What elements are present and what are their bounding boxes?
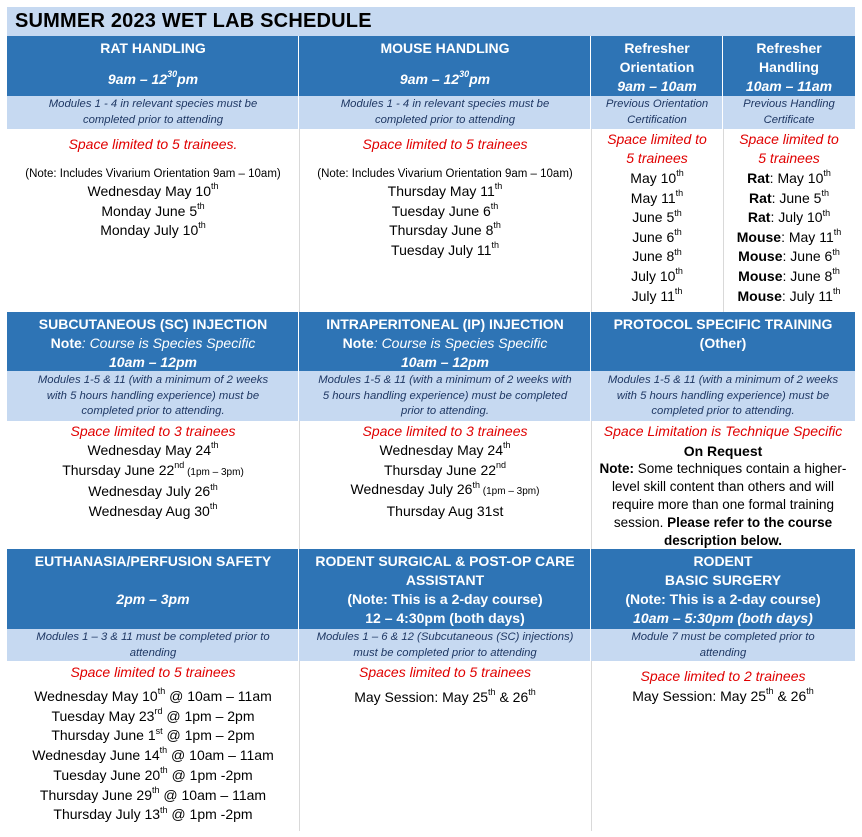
mouse-handling-time: $9am - 12^{30}pm$ <box>399 69 491 87</box>
date-item: Thursday June 1st @ 1pm – 2pm <box>51 725 255 744</box>
basic-surgery-session: May Session: May 25th & 26th <box>632 686 814 704</box>
divider <box>590 312 591 421</box>
protocol-training-note: Note: Some techniques contain a higher-level skill content than others and will require more than one formal training session. Please refer to the course description below. <box>599 461 847 548</box>
protocol-training-title-1: PROTOCOL SPECIFIC TRAINING <box>613 316 833 332</box>
euthanasia-body <box>7 661 299 831</box>
rat-handling-note: (Note: Includes Vivarium Orientation 9am – 10am) <box>25 168 281 180</box>
euthanasia-space: Space limited to 5 trainees <box>70 664 236 680</box>
date-item: June 8th <box>632 246 682 265</box>
basic-surgery-requirement: Module 7 must be completed prior to attending <box>591 629 855 661</box>
refresher-handling-body <box>723 129 855 312</box>
refresher-orientation-title-2: Orientation <box>619 59 695 75</box>
mouse-handling-space: Space limited to 5 trainees <box>362 136 528 152</box>
divider <box>299 129 300 312</box>
surgical-assistant-time: 12 – 4:30pm (both days) <box>365 610 525 626</box>
euthanasia-header <box>7 549 299 629</box>
title-bar <box>7 7 855 36</box>
date-item: Wednesday May 24th <box>87 440 219 458</box>
rat-handling-title: RAT HANDLING <box>100 40 206 56</box>
refresher-orientation-time: 9am – 10am <box>617 78 697 94</box>
date-item: June 5th <box>632 207 682 226</box>
refresher-orientation-dates <box>591 169 723 306</box>
date-item: July 10th <box>631 266 683 284</box>
sc-injection-time: 10am – 12pm <box>109 354 197 370</box>
date-item: Monday July 10th <box>100 220 206 238</box>
refresher-handling-space-1: Space limited to <box>739 131 839 147</box>
date-item: Rat: May 10th <box>747 168 831 186</box>
refresher-handling-time: 10am – 11am <box>745 78 833 94</box>
divider <box>299 661 300 831</box>
sc-injection-title: SUBCUTANEOUS (SC) INJECTION <box>38 316 268 332</box>
mouse-handling-dates <box>299 182 591 260</box>
surgical-assistant-title-1: RODENT SURGICAL & POST-OP CARE <box>315 553 575 569</box>
surgical-assistant-body <box>299 661 591 831</box>
date-item: Thursday June 22nd (1pm – 3pm) <box>62 460 244 478</box>
date-item: Thursday Aug 31st <box>386 503 504 520</box>
divider <box>299 421 300 549</box>
refresher-orientation-space-2: 5 trainees <box>626 150 688 166</box>
mouse-handling-title: MOUSE HANDLING <box>380 40 510 56</box>
divider <box>591 421 592 549</box>
euthanasia-time: 2pm – 3pm <box>116 591 190 607</box>
surgical-assistant-space: Spaces limited to 5 trainees <box>359 664 531 680</box>
date-item: Tuesday July 11th <box>391 239 499 258</box>
refresher-orientation-space-1: Space limited to <box>607 131 707 147</box>
ip-injection-space: Space limited to 3 trainees <box>362 423 528 439</box>
refresher-handling-title-2: Handling <box>759 59 819 75</box>
date-item: Wednesday May 24th <box>379 440 511 458</box>
divider <box>590 36 591 129</box>
surgical-assistant-note: (Note: This is a 2-day course) <box>347 591 543 607</box>
sc-injection-requirement: Modules 1-5 & 11 (with a minimum of 2 weeks with 5 hours handling experience) must be completed prior to attending. <box>7 371 299 421</box>
date-item: Tuesday June 20th @ 1pm -2pm <box>53 765 253 783</box>
date-item: Wednesday June 14th @ 10am – 11am <box>32 745 274 764</box>
divider <box>591 661 592 831</box>
sc-injection-space: Space limited to 3 trainees <box>70 423 236 439</box>
date-item: Wednesday Aug 30th <box>88 501 218 520</box>
sc-injection-header <box>7 312 299 371</box>
date-item: Mouse: June 6th <box>738 246 840 265</box>
euthanasia-title: EUTHANASIA/PERFUSION SAFETY <box>34 553 272 569</box>
date-item: Mouse: June 8th <box>738 266 840 284</box>
surgical-assistant-requirement: Modules 1 – 6 & 12 (Subcutaneous (SC) injections) must be completed prior to attending <box>299 629 591 661</box>
refresher-orientation-requirement: Previous Orientation Certification <box>591 96 723 129</box>
protocol-training-body <box>591 421 855 549</box>
refresher-handling-requirement: Previous Handling Certificate <box>723 96 855 129</box>
ip-injection-title: INTRAPERITONEAL (IP) INJECTION <box>326 316 564 332</box>
date-item: Monday June 5th <box>101 200 205 219</box>
protocol-training-space: Space Limitation is Technique Specific <box>603 423 843 439</box>
date-item: Wednesday July 26th <box>88 481 218 500</box>
rat-handling-header <box>7 36 299 96</box>
refresher-handling-title-1: Refresher <box>756 40 822 56</box>
euthanasia-dates <box>7 687 299 825</box>
basic-surgery-note: (Note: This is a 2-day course) <box>625 591 821 607</box>
mouse-handling-note: (Note: Includes Vivarium Orientation 9am – 10am) <box>317 168 573 180</box>
divider <box>298 549 299 661</box>
date-item: June 6th <box>632 227 682 245</box>
divider <box>298 312 299 421</box>
ip-injection-note: Note: Course is Species Specific <box>342 335 548 351</box>
rat-handling-space: Space limited to 5 trainees. <box>68 136 238 152</box>
ip-injection-header <box>299 312 591 371</box>
basic-surgery-header <box>591 549 855 629</box>
surgical-assistant-session: May Session: May 25th & 26th <box>354 687 536 705</box>
mouse-handling-requirement: Modules 1 - 4 in relevant species must be completed prior to attending <box>299 96 591 129</box>
mouse-handling-body <box>299 129 591 312</box>
rat-handling-dates <box>7 182 299 241</box>
refresher-orientation-title-1: Refresher <box>624 40 690 56</box>
sc-injection-dates <box>7 441 299 522</box>
date-item: Thursday May 11th <box>387 181 503 199</box>
date-item: Thursday June 8th <box>389 220 501 238</box>
date-item: Wednesday July 26th (1pm – 3pm) <box>350 479 540 498</box>
date-item: Tuesday May 23rd @ 1pm – 2pm <box>51 706 255 724</box>
date-item: Rat: June 5th <box>749 187 829 206</box>
divider <box>722 36 723 129</box>
refresher-handling-header <box>723 36 855 96</box>
protocol-training-requirement: Modules 1-5 & 11 (with a minimum of 2 weeks with 5 hours handling experience) must be completed prior to attending. <box>591 371 855 421</box>
protocol-training-header <box>591 312 855 371</box>
date-item: Mouse: July 11th <box>737 285 841 304</box>
rat-handling-time: $9am - 12^{30}pm$ <box>107 69 199 87</box>
date-item: Rat: July 10th <box>747 207 831 226</box>
basic-surgery-body <box>591 661 855 831</box>
surgical-assistant-title-2: ASSISTANT <box>405 572 485 588</box>
ip-injection-dates <box>299 441 591 522</box>
date-item: Tuesday June 6th <box>391 200 499 219</box>
rat-handling-requirement: Modules 1 - 4 in relevant species must be completed prior to attending <box>7 96 299 129</box>
divider <box>591 129 592 312</box>
refresher-orientation-header <box>591 36 723 96</box>
ip-injection-time: 10am – 12pm <box>401 354 489 370</box>
date-item: Thursday July 13th @ 1pm -2pm <box>53 804 253 823</box>
divider <box>298 36 299 129</box>
sc-injection-note: Note: Course is Species Specific <box>50 335 256 351</box>
ip-injection-requirement: Modules 1-5 & 11 (with a minimum of 2 weeks with 5 hours handling experience) must be completed prior to attending. <box>299 371 591 421</box>
mouse-handling-header <box>299 36 591 96</box>
date-item: May 11th <box>630 187 684 206</box>
refresher-handling-space-2: 5 trainees <box>758 150 820 166</box>
date-item: May 10th <box>630 168 684 186</box>
basic-surgery-title-2: BASIC SURGERY <box>664 572 782 588</box>
basic-surgery-time: 10am – 5:30pm (both days) <box>633 610 813 626</box>
ip-injection-body <box>299 421 591 549</box>
basic-surgery-space: Space limited to 2 trainees <box>640 668 806 684</box>
refresher-handling-dates <box>723 169 855 306</box>
date-item: Wednesday May 10th @ 10am – 11am <box>34 686 272 704</box>
divider <box>723 129 724 312</box>
date-item: July 11th <box>631 285 683 304</box>
surgical-assistant-header <box>299 549 591 629</box>
divider <box>590 549 591 661</box>
date-item: Thursday June 22nd <box>383 460 507 478</box>
refresher-orientation-body <box>591 129 723 312</box>
date-item: Mouse: May 11th <box>736 227 842 245</box>
protocol-training-title-2: (Other) <box>699 335 747 351</box>
sc-injection-body <box>7 421 299 549</box>
euthanasia-requirement: Modules 1 – 3 & 11 must be completed prior to attending <box>7 629 299 661</box>
protocol-training-on-request: On Request <box>683 443 763 459</box>
date-item: Thursday June 29th @ 10am – 11am <box>39 784 267 803</box>
rat-handling-body <box>7 129 299 312</box>
date-item: Wednesday May 10th <box>87 181 219 199</box>
basic-surgery-title-1: RODENT <box>693 553 753 569</box>
page-title: SUMMER 2023 WET LAB SCHEDULE <box>15 10 372 32</box>
